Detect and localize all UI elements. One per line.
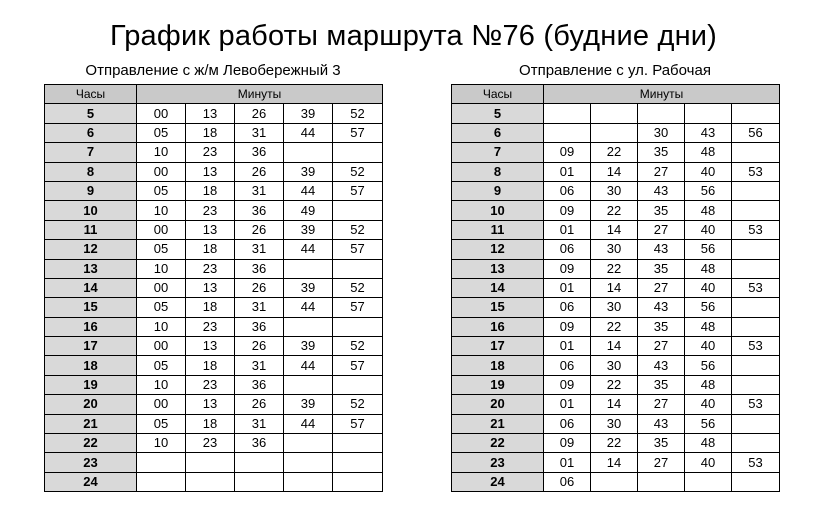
minute-cell — [732, 434, 780, 453]
minute-cell: 39 — [284, 104, 333, 123]
minute-cell: 10 — [137, 143, 186, 162]
minute-cell: 43 — [685, 123, 732, 142]
table-row — [452, 240, 780, 259]
minute-cell: 30 — [591, 414, 638, 433]
table-row — [45, 143, 383, 162]
minute-cell: 49 — [284, 201, 333, 220]
hour-cell: 14 — [452, 278, 544, 297]
minute-cell: 13 — [186, 220, 235, 239]
minute-cell: 44 — [284, 298, 333, 317]
minute-cell: 23 — [186, 143, 235, 162]
minute-cell: 18 — [186, 240, 235, 259]
minute-cell: 01 — [544, 220, 591, 239]
hour-cell: 16 — [452, 317, 544, 336]
hour-cell: 18 — [45, 356, 137, 375]
minute-cell: 35 — [638, 259, 685, 278]
table-row — [45, 201, 383, 220]
minute-cell: 56 — [685, 414, 732, 433]
minute-cell: 48 — [685, 375, 732, 394]
hours-column-header: Часы — [45, 85, 137, 104]
minute-cell: 01 — [544, 278, 591, 297]
minute-cell: 53 — [732, 278, 780, 297]
minute-cell — [544, 104, 591, 123]
minute-cell: 13 — [186, 104, 235, 123]
table-row — [45, 434, 383, 453]
hour-cell: 23 — [452, 453, 544, 472]
table-row — [45, 181, 383, 200]
minute-cell: 23 — [186, 434, 235, 453]
minute-cell: 36 — [235, 375, 284, 394]
hour-cell: 19 — [45, 375, 137, 394]
minute-cell — [732, 472, 780, 491]
minute-cell: 39 — [284, 220, 333, 239]
table-row — [45, 375, 383, 394]
minute-cell — [186, 453, 235, 472]
table-row — [452, 220, 780, 239]
table-row — [452, 162, 780, 181]
minute-cell: 30 — [591, 356, 638, 375]
hour-cell: 24 — [45, 472, 137, 491]
hour-cell: 18 — [452, 356, 544, 375]
minute-cell: 22 — [591, 375, 638, 394]
minute-cell: 01 — [544, 453, 591, 472]
minute-cell — [732, 143, 780, 162]
table-row — [45, 414, 383, 433]
minute-cell: 57 — [333, 414, 383, 433]
minute-cell — [333, 472, 383, 491]
table-row — [45, 220, 383, 239]
minute-cell: 48 — [685, 201, 732, 220]
minute-cell — [732, 181, 780, 200]
minute-cell: 23 — [186, 201, 235, 220]
minute-cell: 53 — [732, 162, 780, 181]
minute-cell — [732, 414, 780, 433]
table-row — [45, 104, 383, 123]
minute-cell: 40 — [685, 337, 732, 356]
hour-cell: 12 — [452, 240, 544, 259]
table-row — [452, 317, 780, 336]
hour-cell: 13 — [45, 259, 137, 278]
minute-cell: 43 — [638, 240, 685, 259]
minute-cell: 05 — [137, 414, 186, 433]
hour-cell: 22 — [45, 434, 137, 453]
minute-cell: 26 — [235, 395, 284, 414]
hour-cell: 19 — [452, 375, 544, 394]
minute-cell: 00 — [137, 278, 186, 297]
minute-cell — [591, 123, 638, 142]
minute-cell — [333, 317, 383, 336]
minute-cell: 48 — [685, 259, 732, 278]
hours-column-header: Часы — [452, 85, 544, 104]
hour-cell: 5 — [452, 104, 544, 123]
minute-cell — [284, 434, 333, 453]
minute-cell: 44 — [284, 414, 333, 433]
hour-cell: 23 — [45, 453, 137, 472]
hour-cell: 8 — [45, 162, 137, 181]
minute-cell — [591, 104, 638, 123]
minute-cell: 22 — [591, 434, 638, 453]
minute-cell — [544, 123, 591, 142]
minute-cell — [638, 104, 685, 123]
minute-cell: 39 — [284, 395, 333, 414]
minute-cell: 14 — [591, 337, 638, 356]
minute-cell: 09 — [544, 434, 591, 453]
hour-cell: 17 — [45, 337, 137, 356]
minute-cell: 10 — [137, 434, 186, 453]
minute-cell: 39 — [284, 337, 333, 356]
minute-cell: 01 — [544, 395, 591, 414]
minute-cell: 06 — [544, 298, 591, 317]
minute-cell: 52 — [333, 337, 383, 356]
minute-cell: 36 — [235, 317, 284, 336]
hour-cell: 10 — [45, 201, 137, 220]
minute-cell: 27 — [638, 453, 685, 472]
minutes-column-header: Минуты — [544, 85, 780, 104]
table-header-row — [45, 85, 383, 104]
minute-cell — [732, 259, 780, 278]
minute-cell: 00 — [137, 162, 186, 181]
minute-cell: 14 — [591, 278, 638, 297]
minute-cell — [333, 375, 383, 394]
minute-cell: 53 — [732, 220, 780, 239]
table-row — [452, 414, 780, 433]
minute-cell: 30 — [591, 181, 638, 200]
minute-cell — [284, 259, 333, 278]
hour-cell: 11 — [452, 220, 544, 239]
minute-cell: 09 — [544, 143, 591, 162]
hour-cell: 22 — [452, 434, 544, 453]
minute-cell — [235, 472, 284, 491]
table-row — [452, 259, 780, 278]
minute-cell: 23 — [186, 259, 235, 278]
page-title: График работы маршрута №76 (будние дни) — [109, 20, 718, 52]
minute-cell: 00 — [137, 104, 186, 123]
hour-cell: 6 — [452, 123, 544, 142]
minute-cell — [284, 375, 333, 394]
minutes-column-header: Минуты — [137, 85, 383, 104]
minute-cell: 27 — [638, 395, 685, 414]
minute-cell: 27 — [638, 337, 685, 356]
minute-cell — [333, 434, 383, 453]
minute-cell: 05 — [137, 181, 186, 200]
left-table-caption: Отправление с ж/м Левобережный 3 — [85, 62, 341, 79]
minute-cell: 53 — [732, 395, 780, 414]
minute-cell: 31 — [235, 356, 284, 375]
minute-cell — [685, 472, 732, 491]
hour-cell: 7 — [452, 143, 544, 162]
minute-cell — [732, 240, 780, 259]
hour-cell: 24 — [452, 472, 544, 491]
minute-cell: 43 — [638, 356, 685, 375]
minute-cell — [732, 298, 780, 317]
table-row — [452, 472, 780, 491]
minute-cell: 36 — [235, 259, 284, 278]
table-row — [45, 337, 383, 356]
minute-cell — [732, 375, 780, 394]
hour-cell: 20 — [45, 395, 137, 414]
table-row — [452, 434, 780, 453]
minute-cell: 53 — [732, 337, 780, 356]
table-row — [45, 395, 383, 414]
minute-cell: 52 — [333, 104, 383, 123]
minute-cell: 44 — [284, 240, 333, 259]
minute-cell: 22 — [591, 317, 638, 336]
minute-cell: 10 — [137, 259, 186, 278]
minute-cell: 26 — [235, 162, 284, 181]
minute-cell: 27 — [638, 162, 685, 181]
table-row — [45, 317, 383, 336]
table-row — [45, 162, 383, 181]
table-row — [452, 123, 780, 142]
minute-cell: 06 — [544, 414, 591, 433]
minute-cell — [333, 259, 383, 278]
table-row — [452, 356, 780, 375]
hour-cell: 11 — [45, 220, 137, 239]
minute-cell — [732, 317, 780, 336]
minute-cell — [235, 453, 284, 472]
minute-cell: 35 — [638, 201, 685, 220]
hour-cell: 15 — [45, 298, 137, 317]
minute-cell: 14 — [591, 453, 638, 472]
minute-cell — [284, 472, 333, 491]
minute-cell: 05 — [137, 356, 186, 375]
hour-cell: 9 — [45, 181, 137, 200]
minute-cell — [685, 104, 732, 123]
schedule-table-right — [451, 84, 780, 492]
minute-cell — [284, 453, 333, 472]
minute-cell: 57 — [333, 181, 383, 200]
minute-cell: 00 — [137, 395, 186, 414]
hour-cell: 7 — [45, 143, 137, 162]
minute-cell: 26 — [235, 104, 284, 123]
minute-cell: 23 — [186, 375, 235, 394]
table-row — [452, 278, 780, 297]
minute-cell: 56 — [685, 240, 732, 259]
minute-cell: 36 — [235, 201, 284, 220]
minute-cell — [186, 472, 235, 491]
minute-cell: 10 — [137, 201, 186, 220]
minute-cell: 56 — [685, 298, 732, 317]
minute-cell: 13 — [186, 337, 235, 356]
minute-cell: 56 — [685, 356, 732, 375]
minute-cell — [591, 472, 638, 491]
schedule-table-left — [44, 84, 383, 492]
minute-cell: 01 — [544, 337, 591, 356]
minute-cell: 36 — [235, 143, 284, 162]
minute-cell: 40 — [685, 453, 732, 472]
table-row — [452, 181, 780, 200]
minute-cell: 01 — [544, 162, 591, 181]
minute-cell: 09 — [544, 317, 591, 336]
minute-cell: 36 — [235, 434, 284, 453]
minute-cell: 27 — [638, 278, 685, 297]
minute-cell: 48 — [685, 434, 732, 453]
minute-cell — [638, 472, 685, 491]
hour-cell: 15 — [452, 298, 544, 317]
minute-cell: 09 — [544, 201, 591, 220]
minute-cell: 40 — [685, 220, 732, 239]
hour-cell: 12 — [45, 240, 137, 259]
minute-cell: 22 — [591, 259, 638, 278]
table-row — [45, 356, 383, 375]
minute-cell: 30 — [591, 298, 638, 317]
minute-cell: 14 — [591, 395, 638, 414]
minute-cell: 22 — [591, 201, 638, 220]
minute-cell: 06 — [544, 181, 591, 200]
minute-cell: 06 — [544, 472, 591, 491]
table-row — [45, 453, 383, 472]
table-row — [452, 375, 780, 394]
minute-cell: 40 — [685, 278, 732, 297]
minute-cell: 48 — [685, 317, 732, 336]
minute-cell: 35 — [638, 143, 685, 162]
minute-cell: 40 — [685, 162, 732, 181]
minute-cell: 23 — [186, 317, 235, 336]
minute-cell — [333, 453, 383, 472]
minute-cell: 44 — [284, 181, 333, 200]
minute-cell: 35 — [638, 434, 685, 453]
minute-cell: 43 — [638, 414, 685, 433]
minute-cell: 31 — [235, 181, 284, 200]
minute-cell: 30 — [638, 123, 685, 142]
hour-cell: 6 — [45, 123, 137, 142]
table-row — [452, 337, 780, 356]
table-row — [45, 259, 383, 278]
minute-cell: 57 — [333, 356, 383, 375]
minute-cell: 52 — [333, 220, 383, 239]
minute-cell — [732, 201, 780, 220]
hour-cell: 14 — [45, 278, 137, 297]
minute-cell: 44 — [284, 123, 333, 142]
minute-cell — [284, 143, 333, 162]
minute-cell: 18 — [186, 181, 235, 200]
table-row — [452, 143, 780, 162]
table-row — [452, 298, 780, 317]
minute-cell: 27 — [638, 220, 685, 239]
table-row — [45, 472, 383, 491]
minute-cell: 13 — [186, 162, 235, 181]
minute-cell: 35 — [638, 375, 685, 394]
hour-cell: 8 — [452, 162, 544, 181]
minute-cell — [732, 104, 780, 123]
table-row — [452, 104, 780, 123]
hour-cell: 16 — [45, 317, 137, 336]
minute-cell: 10 — [137, 317, 186, 336]
minute-cell: 05 — [137, 240, 186, 259]
minute-cell: 18 — [186, 123, 235, 142]
minute-cell — [137, 472, 186, 491]
minute-cell: 56 — [685, 181, 732, 200]
minute-cell: 05 — [137, 298, 186, 317]
minute-cell: 22 — [591, 143, 638, 162]
table-row — [45, 298, 383, 317]
minute-cell: 18 — [186, 356, 235, 375]
hour-cell: 9 — [452, 181, 544, 200]
minute-cell: 57 — [333, 298, 383, 317]
hour-cell: 20 — [452, 395, 544, 414]
minute-cell: 44 — [284, 356, 333, 375]
minute-cell — [284, 317, 333, 336]
minute-cell: 26 — [235, 278, 284, 297]
right-table-caption: Отправление с ул. Рабочая — [519, 62, 711, 79]
table-header-row — [452, 85, 780, 104]
minute-cell: 14 — [591, 162, 638, 181]
minute-cell: 05 — [137, 123, 186, 142]
minute-cell: 09 — [544, 375, 591, 394]
minute-cell: 57 — [333, 123, 383, 142]
minute-cell: 31 — [235, 298, 284, 317]
minute-cell: 39 — [284, 278, 333, 297]
minute-cell: 13 — [186, 278, 235, 297]
table-row — [45, 123, 383, 142]
minute-cell: 06 — [544, 240, 591, 259]
table-row — [45, 278, 383, 297]
minute-cell: 52 — [333, 395, 383, 414]
minute-cell: 00 — [137, 220, 186, 239]
minute-cell: 26 — [235, 337, 284, 356]
minute-cell: 52 — [333, 278, 383, 297]
minute-cell — [333, 143, 383, 162]
table-row — [452, 201, 780, 220]
minute-cell — [333, 201, 383, 220]
hour-cell: 10 — [452, 201, 544, 220]
minute-cell: 56 — [732, 123, 780, 142]
minute-cell: 31 — [235, 123, 284, 142]
hour-cell: 13 — [452, 259, 544, 278]
minute-cell: 26 — [235, 220, 284, 239]
minute-cell: 30 — [591, 240, 638, 259]
minute-cell: 52 — [333, 162, 383, 181]
minute-cell: 53 — [732, 453, 780, 472]
minute-cell: 13 — [186, 395, 235, 414]
table-row — [45, 240, 383, 259]
minute-cell: 09 — [544, 259, 591, 278]
minute-cell: 43 — [638, 298, 685, 317]
minute-cell: 18 — [186, 298, 235, 317]
minute-cell: 39 — [284, 162, 333, 181]
minute-cell: 06 — [544, 356, 591, 375]
minute-cell: 57 — [333, 240, 383, 259]
minute-cell: 10 — [137, 375, 186, 394]
minute-cell: 48 — [685, 143, 732, 162]
hour-cell: 21 — [45, 414, 137, 433]
minute-cell — [137, 453, 186, 472]
table-row — [452, 453, 780, 472]
minute-cell — [732, 356, 780, 375]
hour-cell: 5 — [45, 104, 137, 123]
minute-cell: 31 — [235, 240, 284, 259]
minute-cell: 40 — [685, 395, 732, 414]
minute-cell: 14 — [591, 220, 638, 239]
minute-cell: 43 — [638, 181, 685, 200]
hour-cell: 21 — [452, 414, 544, 433]
table-row — [452, 395, 780, 414]
hour-cell: 17 — [452, 337, 544, 356]
minute-cell: 31 — [235, 414, 284, 433]
minute-cell: 35 — [638, 317, 685, 336]
minute-cell: 18 — [186, 414, 235, 433]
minute-cell: 00 — [137, 337, 186, 356]
